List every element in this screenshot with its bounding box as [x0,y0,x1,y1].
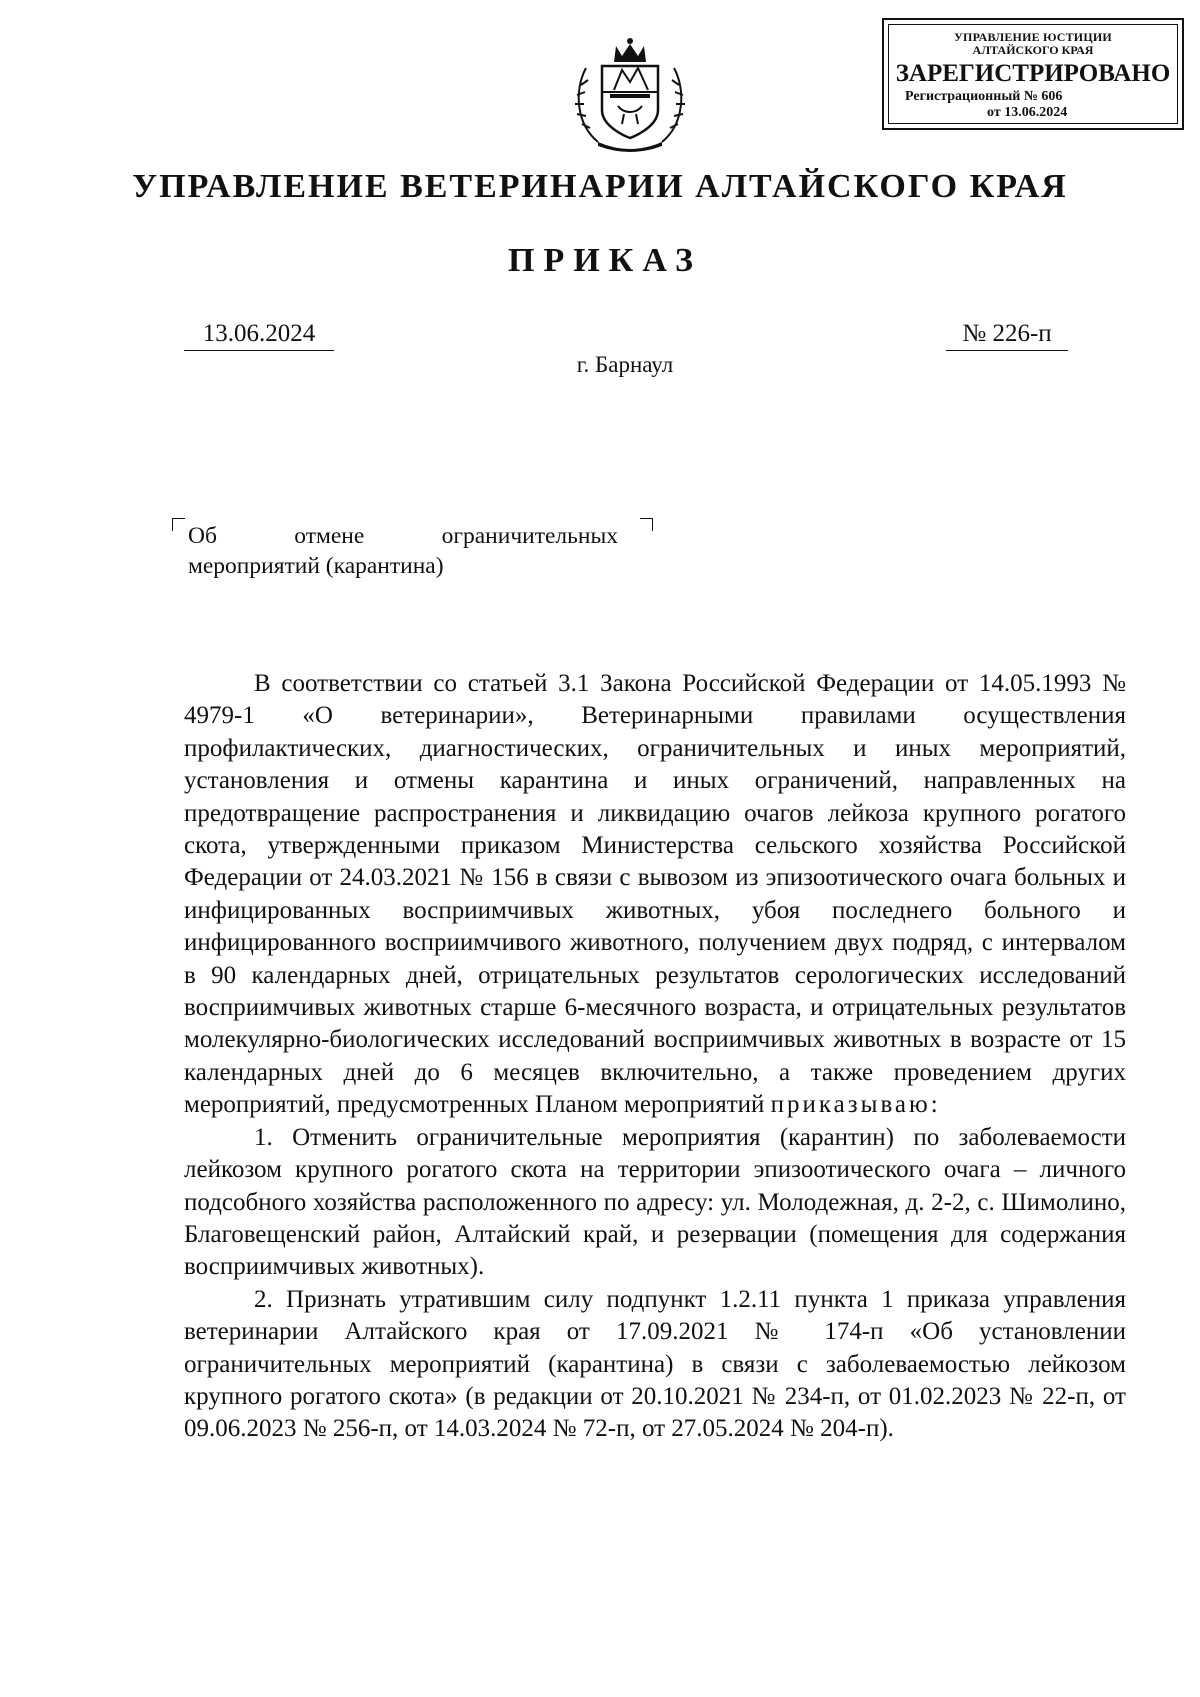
subject-bracket-right [640,518,653,531]
item-2-paragraph: 2. Признать утратившим силу подпункт 1.2.11 пункта 1 приказа управления ветеринарии Алтайского края от 17.09.2021 № 174-п «Об установлении ограничительных мероприятий (карантина) в связи с заболеваемостью лейкозом крупного рогатого скота» (в редакции от 20.10.2021 № 234-п, от 01.02.2023 № 22-п, от 09.06.2023 № 256-п, от 14.03.2024 № 72-п, от 27.05.2024 № 204-п). [184,1285,1126,1443]
stamp-title: ЗАРЕГИСТРИРОВАНО [895,60,1171,87]
stamp-reg-number: Регистрационный № 606 [905,89,1063,104]
stamp-region: АЛТАЙСКОГО КРАЯ [972,43,1094,57]
subject-line-1: Об отмене ограничительных [188,523,618,549]
command-word: приказываю: [770,1091,941,1119]
item-1-paragraph: 1. Отменить ограничительные мероприятия (карантин) по заболеваемости лейкозом крупного рогатого скота на территории эпизоотического очага – личного подсобного хозяйства расположенного по адресу: ул. Молодежная, д. 2-2, с. Шимолино, Благовещенский район, Алтайский край, и резервации (помещения для содержания восприимчивых животных). [184,1123,1126,1281]
document-city: г. Барнаул [576,352,674,377]
organization-title: УПРАВЛЕНИЕ ВЕТЕРИНАРИИ АЛТАЙСКОГО КРАЯ [132,168,1068,205]
stamp-inner-frame [888,24,1178,124]
coat-of-arms-icon [568,32,692,156]
document-type: ПРИКАЗ [508,242,702,279]
stamp-reg-date: от 13.06.2024 [987,105,1068,120]
stamp-authority: УПРАВЛЕНИЕ ЮСТИЦИИ [954,30,1112,44]
registration-stamp [882,18,1184,130]
document-body [184,668,1126,1446]
document-number: № 226-п [946,318,1068,351]
preamble-paragraph [184,668,1126,1122]
document-date: 13.06.2024 [184,318,334,351]
document-subject [188,521,618,581]
subject-bracket-left [172,518,185,531]
subject-line-2: мероприятий (карантина) [188,553,444,579]
preamble-text: В соответствии со статьей 3.1 Закона Российской Федерации от 14.05.1993 № 4979-1 «О ветеринарии», Ветеринарными правилами осуществления профилактических, диагностических, ограничительных и иных мероприятий, установления и отмены карантина и иных ограничений, направленных на предотвращение распространения и ликвидацию очагов лейкоза крупного рогатого скота, утвержденными приказом Министерства сельского хозяйства Российской Федерации от 24.03.2021 № 156 в связи с вывозом из эпизоотического очага больных и инфицированных восприимчивых животных, убоя последнего больного и инфицированного восприимчивого животного, получением двух подряд, с интервалом в 90 календарных дней, отрицательных результатов серологических исследований восприимчивых животных старше 6-месячного возраста, и отрицательных результатов молекулярно-биологических исследований восприимчивых животных в возрасте от 15 календарных дней до 6 месяцев включительно, а также проведением других мероприятий, предусмотренных Планом мероприятий [184,670,1126,1119]
